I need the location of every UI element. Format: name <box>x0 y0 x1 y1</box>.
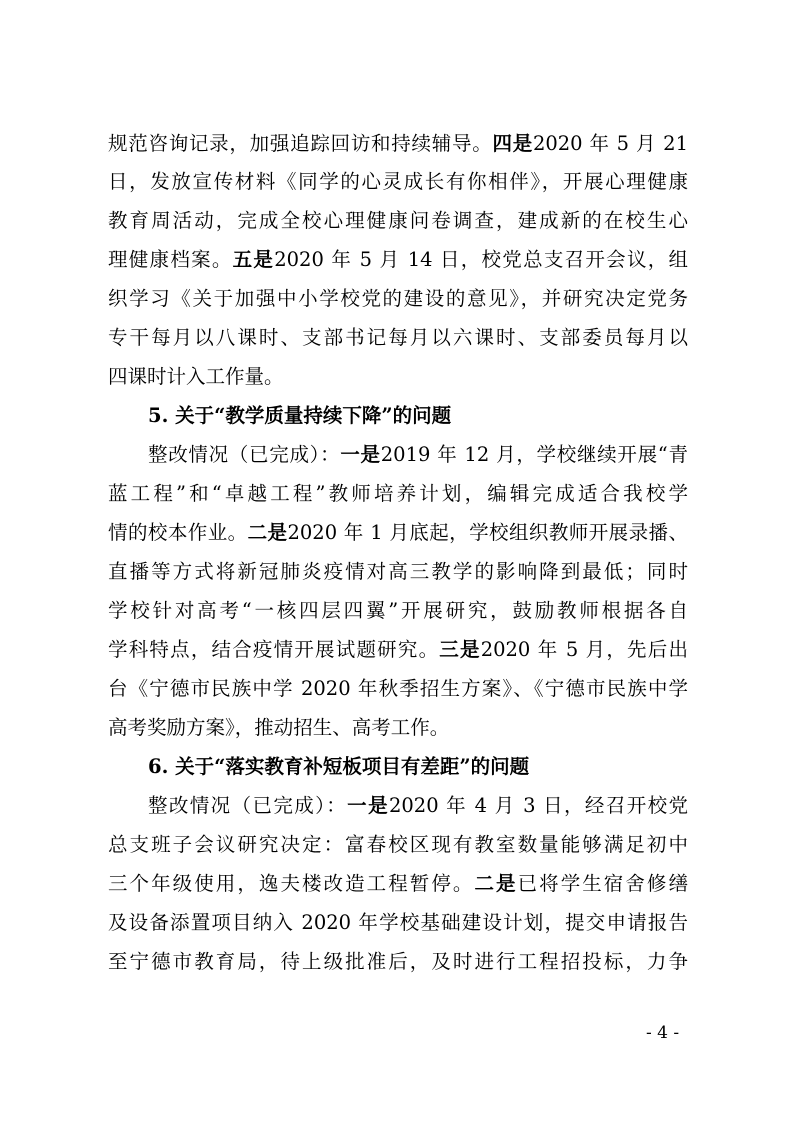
para2-line1: 整改情况（已完成）：一是2019 年 12 月，学校继续开展“青 <box>148 443 688 466</box>
para1-line2: 日，发放宣传材料《同学的心灵成长有你相伴》，开展心理健康 <box>108 170 688 193</box>
para3-line5: 至宁德市教育局，待上级批准后，及时进行工程招投标，力争 <box>108 950 688 973</box>
para3-line4: 及设备添置项目纳入 2020 年学校基础建设计划，提交申请报告 <box>108 911 688 934</box>
para2-line3: 情的校本作业。二是2020 年 1 月底起，学校组织教师开展录播、 <box>108 521 688 544</box>
section-heading-6: 6. 关于“落实教育补短板项目有差距”的问题 <box>148 755 530 778</box>
para2-line5: 学校针对高考“一核四层四翼”开展研究，鼓励教师根据各自 <box>108 599 688 622</box>
para3-line1: 整改情况（已完成）：一是2020 年 4 月 3 日，经召开校党 <box>148 794 688 817</box>
section-heading-5: 5. 关于“教学质量持续下降”的问题 <box>148 404 452 427</box>
para1-line5: 织学习《关于加强中小学校党的建设的意见》，并研究决定党务 <box>108 287 688 310</box>
para1-line6: 专干每月以八课时、支部书记每月以六课时、支部委员每月以 <box>108 326 688 349</box>
para2-line6: 学科特点，结合疫情开展试题研究。三是2020 年 5 月，先后出 <box>108 638 688 661</box>
para3-line3: 三个年级使用，逸夫楼改造工程暂停。二是已将学生宿舍修缮 <box>108 872 688 895</box>
para2-line4: 直播等方式将新冠肺炎疫情对高三教学的影响降到最低；同时 <box>108 560 688 583</box>
para1-line1: 规范咨询记录，加强追踪回访和持续辅导。四是2020 年 5 月 21 <box>108 132 688 155</box>
para2-line8: 高考奖励方案》，推动招生、高考工作。 <box>108 716 450 739</box>
para2-line2: 蓝工程”和“卓越工程”教师培养计划，编辑完成适合我校学 <box>108 482 688 505</box>
para1-line3: 教育周活动，完成全校心理健康问卷调查，建成新的在校生心 <box>108 209 688 232</box>
para3-line2: 总支班子会议研究决定：富春校区现有教室数量能够满足初中 <box>108 833 688 856</box>
para1-line7: 四课时计入工作量。 <box>108 365 284 388</box>
page-number: - 4 - <box>646 1023 680 1043</box>
para2-line7: 台《宁德市民族中学 2020 年秋季招生方案》、《宁德市民族中学 <box>108 677 688 700</box>
para1-line4: 理健康档案。五是2020 年 5 月 14 日，校党总支召开会议，组 <box>108 248 688 271</box>
